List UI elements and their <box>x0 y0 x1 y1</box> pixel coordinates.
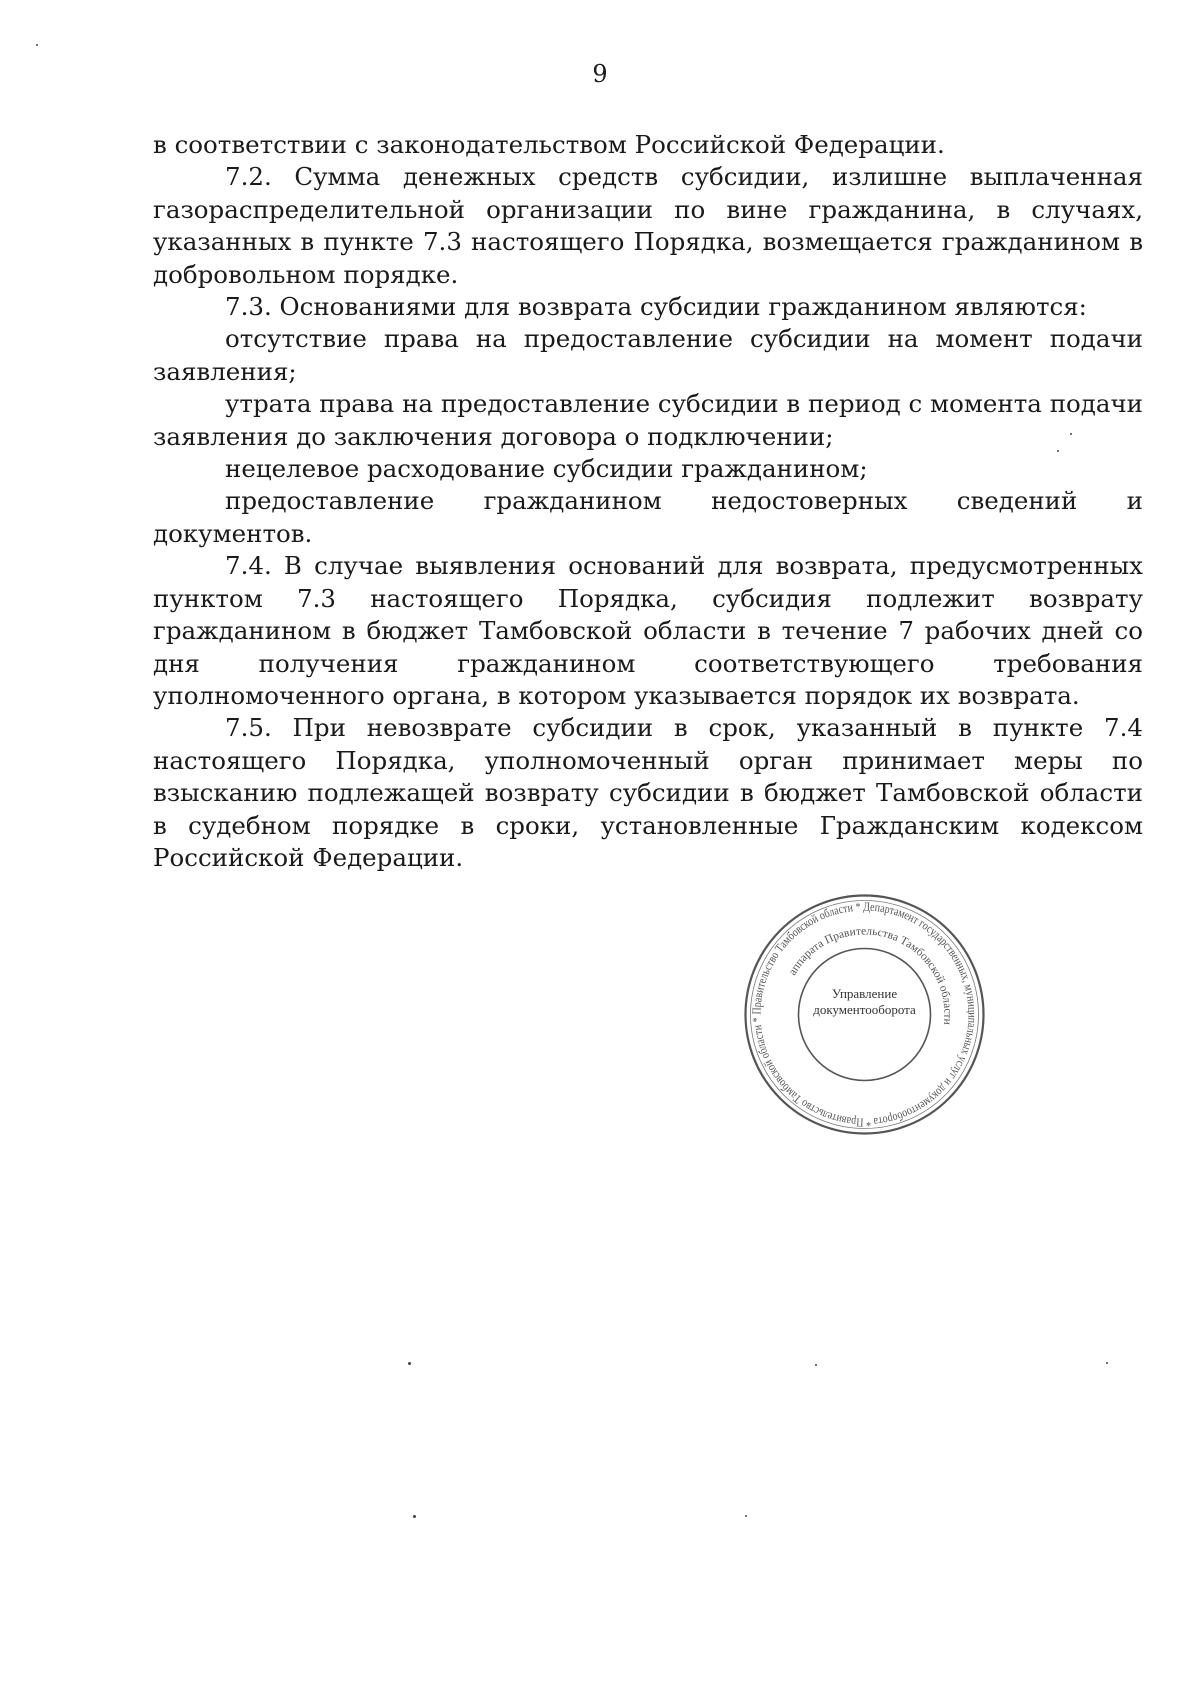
scan-speck <box>745 1515 747 1517</box>
scan-speck <box>36 44 38 46</box>
scan-speck <box>413 1515 416 1518</box>
scan-speck <box>1070 433 1072 435</box>
scan-speck <box>815 1364 817 1366</box>
paragraph: в соответствии с законодательством Российской Федерации. <box>153 130 945 159</box>
paragraph: 7.5. При невозврате субсидии в срок, указанный в пункте 7.4 настоящего Порядка, уполномоченный орган принимает меры по взысканию подлежащей возврату субсидии в бюджет Тамбовской области в судебном порядке в сроки, установленные Гражданским кодексом Российской Федерации. <box>153 713 1143 872</box>
seal-center-line-1: Управление <box>831 986 898 1001</box>
document-body <box>153 129 1143 874</box>
scan-speck <box>408 1362 411 1365</box>
paragraph: предоставление гражданином недостоверных сведений и документов. <box>153 486 1143 548</box>
paragraph: отсутствие права на предоставление субсидии на момент подачи заявления; <box>153 324 1143 386</box>
paragraph: 7.3. Основаниями для возврата субсидии гражданином являются: <box>225 292 1087 322</box>
seal-center-label <box>809 986 920 1018</box>
paragraph: утрата права на предоставление субсидии в период с момента подачи заявления до заключения договора о подключении; <box>153 389 1143 451</box>
paragraph: 7.2. Сумма денежных средств субсидии, излишне выплаченная газораспределительной организации по вине гражданина, в случаях, указанных в пункте 7.3 настоящего Порядка, возмещается гражданином в добровольном порядке. <box>153 162 1143 289</box>
scan-speck <box>1106 1362 1108 1364</box>
seal-outer-text: Правительство Тамбовской области * Департамент государственных, муниципальных услуг и документооборота * Правительство Тамбовской области * <box>749 899 980 1130</box>
scan-speck <box>1057 450 1059 452</box>
paragraph: нецелевое расходование субсидии гражданином; <box>225 454 868 484</box>
page-number: 9 <box>592 60 608 88</box>
paragraph: 7.4. В случае выявления оснований для возврата, предусмотренных пунктом 7.3 настоящего Порядка, субсидия подлежит возврату гражданином в бюджет Тамбовской области в течение 7 рабочих дней со дня получения гражданином соответствующего требования уполномоченного органа, в котором указывается порядок их возврата. <box>153 551 1143 710</box>
official-seal <box>743 893 986 1136</box>
seal-inner-text: аппарата Правительства Тамбовской области <box>786 925 954 1026</box>
seal-center-line-2: документооборота <box>813 1002 916 1017</box>
